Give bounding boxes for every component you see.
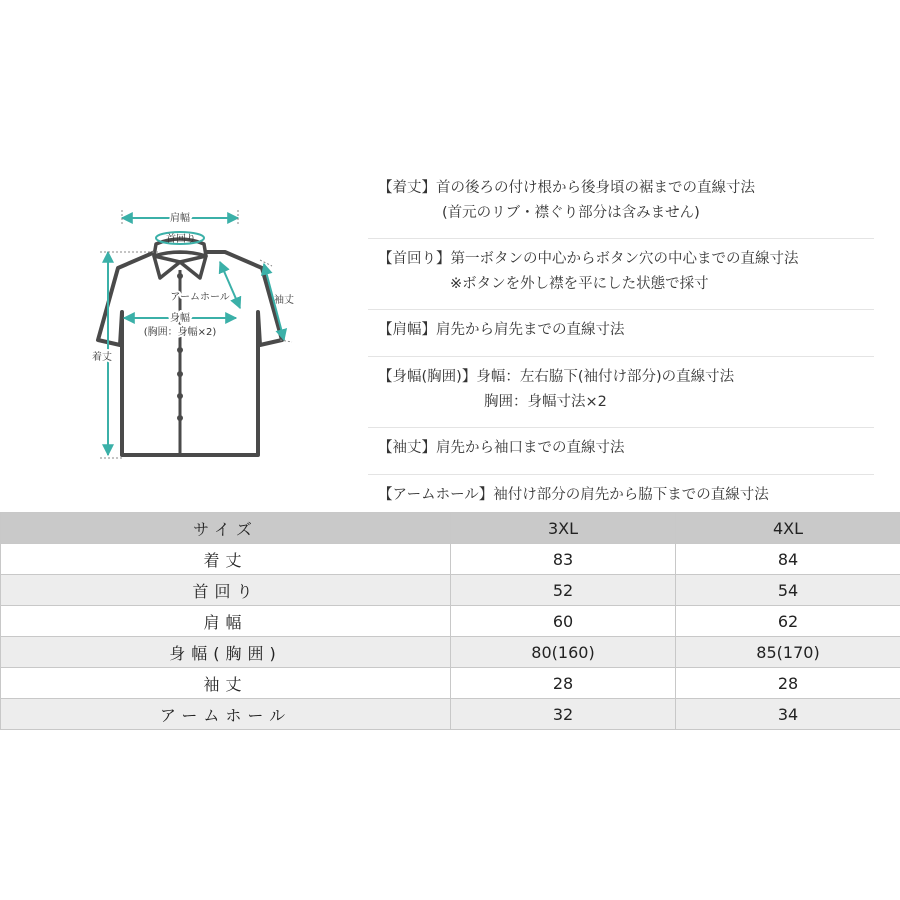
cell-value: 52 <box>451 575 676 606</box>
shirt-measurement-diagram <box>80 200 300 470</box>
row-label: 着丈 <box>1 544 451 575</box>
note-body-width <box>368 361 874 428</box>
cell-value: 28 <box>676 668 900 699</box>
row-label: 袖丈 <box>1 668 451 699</box>
note-line: (首元のリブ・襟ぐり部分は含みません) <box>442 205 700 221</box>
row-label: 身幅(胸囲) <box>1 637 451 668</box>
measurement-notes <box>368 172 874 522</box>
cell-value: 60 <box>451 606 676 637</box>
row-label: 首回り <box>1 575 451 606</box>
body-width-label: 身幅 <box>170 313 190 324</box>
note-line: 【アームホール】袖付け部分の肩先から脇下までの直線寸法 <box>378 487 769 503</box>
note-line: 【袖丈】肩先から袖口までの直線寸法 <box>378 440 625 456</box>
cell-value: 34 <box>676 699 900 730</box>
size-table <box>0 512 900 730</box>
note-line: 【首回り】第一ボタンの中心からボタン穴の中心までの直線寸法 <box>378 251 799 267</box>
shoulder-width-label: 肩幅 <box>170 213 190 224</box>
cell-value: 84 <box>676 544 900 575</box>
header-4xl: 4XL <box>676 513 900 544</box>
cell-value: 83 <box>451 544 676 575</box>
cell-value: 85(170) <box>676 637 900 668</box>
chest-note-label: (胸囲：身幅×2) <box>143 327 217 338</box>
header-3xl: 3XL <box>451 513 676 544</box>
table-row <box>1 699 900 730</box>
row-label: アームホール <box>1 699 451 730</box>
note-shoulder-width <box>368 314 874 357</box>
note-sleeve-length <box>368 432 874 475</box>
cell-value: 62 <box>676 606 900 637</box>
table-row <box>1 637 900 668</box>
note-line: 【肩幅】肩先から肩先までの直線寸法 <box>378 322 625 338</box>
note-total-length <box>368 172 874 239</box>
table-row <box>1 575 900 606</box>
note-line: ※ボタンを外し襟を平にした状態で採寸 <box>450 276 709 292</box>
note-line: 胸囲：身幅寸法×2 <box>484 394 607 410</box>
neck-circumference-label: 首回り <box>166 234 196 245</box>
cell-value: 28 <box>451 668 676 699</box>
header-size: サイズ <box>1 513 451 544</box>
table-row <box>1 606 900 637</box>
armhole-label: アームホール <box>170 292 230 303</box>
cell-value: 54 <box>676 575 900 606</box>
table-row <box>1 544 900 575</box>
cell-value: 80(160) <box>451 637 676 668</box>
note-line: 【着丈】首の後ろの付け根から後身頃の裾までの直線寸法 <box>378 180 755 196</box>
total-length-label: 着丈 <box>92 352 112 363</box>
table-row <box>1 668 900 699</box>
note-line: 【身幅(胸囲)】身幅：左右脇下(袖付け部分)の直線寸法 <box>378 369 735 385</box>
cell-value: 32 <box>451 699 676 730</box>
sleeve-length-label: 袖丈 <box>274 295 294 306</box>
note-neck-circumference <box>368 243 874 310</box>
row-label: 肩幅 <box>1 606 451 637</box>
table-header-row <box>1 513 900 544</box>
shirt-outline <box>98 252 282 455</box>
